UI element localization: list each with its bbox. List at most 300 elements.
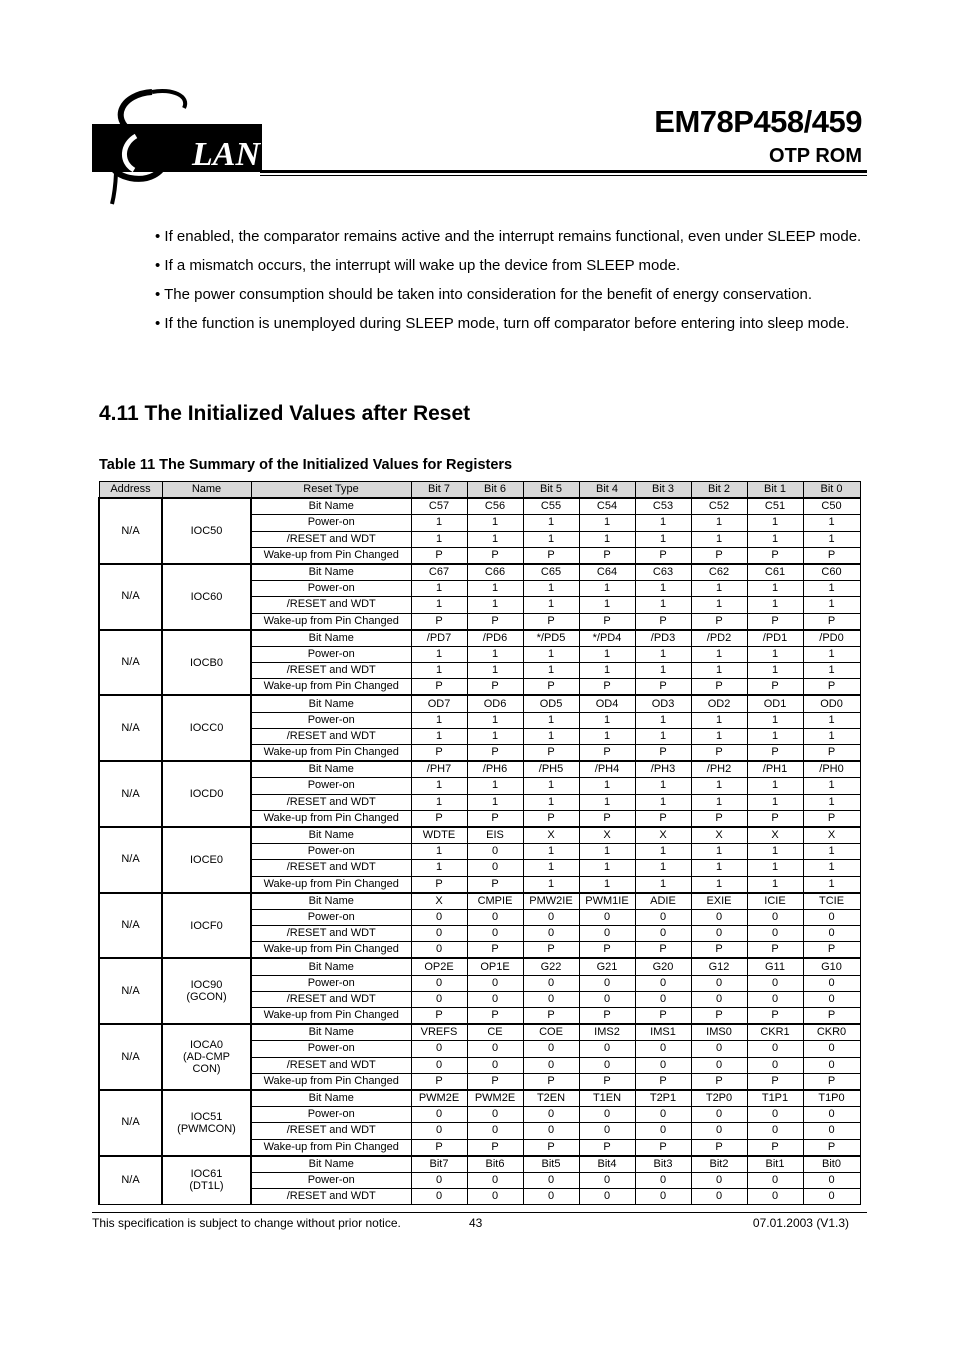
bit-value-cell: P bbox=[523, 1139, 579, 1156]
bit-value-cell: X bbox=[691, 827, 747, 844]
bit-value-cell: 1 bbox=[523, 712, 579, 728]
bit-value-cell: PWM1IE bbox=[579, 893, 635, 910]
bit-value-cell: OD6 bbox=[467, 695, 523, 712]
bit-value-cell: P bbox=[747, 745, 803, 762]
bit-value-cell: P bbox=[467, 547, 523, 564]
bit-value-cell: P bbox=[691, 745, 747, 762]
bit-value-cell: 0 bbox=[579, 1172, 635, 1188]
bit-value-cell: P bbox=[691, 1139, 747, 1156]
bit-value-cell: 1 bbox=[747, 597, 803, 613]
bit-value-cell: 1 bbox=[411, 712, 467, 728]
table-row bbox=[99, 1090, 860, 1107]
bit-value-cell: P bbox=[803, 1008, 860, 1025]
reset-type-cell: /RESET and WDT bbox=[251, 860, 411, 876]
bit-value-cell: OD4 bbox=[579, 695, 635, 712]
bit-value-cell: P bbox=[411, 1139, 467, 1156]
address-cell: N/A bbox=[99, 498, 162, 564]
bit-value-cell: OP2E bbox=[411, 958, 467, 975]
bit-value-cell: 1 bbox=[691, 515, 747, 531]
reset-type-cell: /RESET and WDT bbox=[251, 1123, 411, 1139]
bit-value-cell: VREFS bbox=[411, 1024, 467, 1041]
bit-value-cell: 1 bbox=[579, 794, 635, 810]
register-name-cell: IOCF0 bbox=[162, 893, 251, 959]
bit-value-cell: 0 bbox=[691, 1057, 747, 1073]
bullet-item: • The power consumption should be taken into consideration for the benefit of energy conservation. bbox=[155, 286, 813, 303]
page-number: 43 bbox=[469, 1216, 483, 1230]
bit-value-cell: 1 bbox=[635, 597, 691, 613]
bit-value-cell: 0 bbox=[467, 926, 523, 942]
bit-value-cell: /PD6 bbox=[467, 630, 523, 647]
address-cell: N/A bbox=[99, 893, 162, 959]
bit-value-cell: 1 bbox=[579, 876, 635, 893]
bit-value-cell: 0 bbox=[579, 926, 635, 942]
bit-value-cell: 0 bbox=[691, 1172, 747, 1188]
bit-value-cell: 1 bbox=[523, 663, 579, 679]
bit-value-cell: Bit1 bbox=[747, 1156, 803, 1173]
bit-value-cell: P bbox=[691, 547, 747, 564]
header-bit0: Bit 0 bbox=[803, 482, 860, 499]
reset-type-cell: Bit Name bbox=[251, 893, 411, 910]
reset-type-cell: Power-on bbox=[251, 1041, 411, 1057]
bit-value-cell: P bbox=[523, 679, 579, 696]
bit-value-cell: 0 bbox=[635, 1189, 691, 1205]
bit-value-cell: OD3 bbox=[635, 695, 691, 712]
bit-value-cell: 1 bbox=[411, 860, 467, 876]
reset-type-cell: Wake-up from Pin Changed bbox=[251, 810, 411, 827]
reset-type-cell: Bit Name bbox=[251, 1024, 411, 1041]
header-bit4: Bit 4 bbox=[579, 482, 635, 499]
reset-type-cell: Power-on bbox=[251, 581, 411, 597]
bit-value-cell: /PH5 bbox=[523, 761, 579, 778]
bit-value-cell: 1 bbox=[467, 663, 523, 679]
reset-type-cell: Bit Name bbox=[251, 958, 411, 975]
bit-value-cell: P bbox=[635, 1073, 691, 1090]
bit-value-cell: PMW2IE bbox=[523, 893, 579, 910]
bit-value-cell: P bbox=[467, 810, 523, 827]
bit-value-cell: P bbox=[803, 942, 860, 959]
register-group bbox=[99, 893, 860, 959]
bit-value-cell: 0 bbox=[523, 926, 579, 942]
address-cell: N/A bbox=[99, 1024, 162, 1090]
register-name-cell: IOCA0 (AD-CMP CON) bbox=[162, 1024, 251, 1090]
bit-value-cell: P bbox=[747, 679, 803, 696]
bullet-list bbox=[155, 222, 863, 338]
bit-value-cell: 0 bbox=[523, 1107, 579, 1123]
bit-value-cell: 1 bbox=[467, 515, 523, 531]
bit-value-cell: Bit6 bbox=[467, 1156, 523, 1173]
bit-value-cell: 1 bbox=[579, 860, 635, 876]
bit-value-cell: 1 bbox=[523, 844, 579, 860]
bit-value-cell: C67 bbox=[411, 564, 467, 581]
bit-value-cell: 0 bbox=[803, 926, 860, 942]
bit-value-cell: /PD7 bbox=[411, 630, 467, 647]
bit-value-cell: P bbox=[523, 810, 579, 827]
bit-value-cell: CKR1 bbox=[747, 1024, 803, 1041]
bit-value-cell: 1 bbox=[411, 646, 467, 662]
bit-value-cell: P bbox=[635, 942, 691, 959]
register-name-cell: IOC50 bbox=[162, 498, 251, 564]
bit-value-cell: 0 bbox=[691, 1041, 747, 1057]
reset-type-cell: Wake-up from Pin Changed bbox=[251, 745, 411, 762]
bit-value-cell: 1 bbox=[635, 844, 691, 860]
reset-type-cell: Power-on bbox=[251, 712, 411, 728]
bit-value-cell: 0 bbox=[411, 926, 467, 942]
bit-value-cell: 1 bbox=[635, 728, 691, 744]
bit-value-cell: X bbox=[635, 827, 691, 844]
bit-value-cell: P bbox=[635, 810, 691, 827]
bit-value-cell: 0 bbox=[467, 1107, 523, 1123]
bit-value-cell: 1 bbox=[691, 581, 747, 597]
bit-value-cell: 0 bbox=[523, 991, 579, 1007]
bit-value-cell: 1 bbox=[803, 515, 860, 531]
bit-value-cell: G11 bbox=[747, 958, 803, 975]
bit-value-cell: C50 bbox=[803, 498, 860, 515]
bit-value-cell: /PH6 bbox=[467, 761, 523, 778]
bit-value-cell: 1 bbox=[411, 778, 467, 794]
bit-value-cell: 0 bbox=[411, 975, 467, 991]
bit-value-cell: 1 bbox=[579, 844, 635, 860]
bit-value-cell: 1 bbox=[635, 876, 691, 893]
bit-value-cell: C66 bbox=[467, 564, 523, 581]
bit-value-cell: 0 bbox=[803, 1172, 860, 1188]
bit-value-cell: 0 bbox=[411, 1189, 467, 1205]
bit-value-cell: 0 bbox=[635, 926, 691, 942]
bit-value-cell: T2P1 bbox=[635, 1090, 691, 1107]
bit-value-cell: 0 bbox=[411, 1172, 467, 1188]
bit-value-cell: 1 bbox=[691, 860, 747, 876]
bit-value-cell: 1 bbox=[803, 597, 860, 613]
bit-value-cell: 1 bbox=[411, 515, 467, 531]
bit-value-cell: 0 bbox=[803, 991, 860, 1007]
bit-value-cell: P bbox=[579, 745, 635, 762]
bit-value-cell: 1 bbox=[467, 531, 523, 547]
register-group bbox=[99, 630, 860, 696]
bit-value-cell: 1 bbox=[691, 844, 747, 860]
bit-value-cell: 1 bbox=[747, 531, 803, 547]
bit-value-cell: 0 bbox=[747, 1123, 803, 1139]
bit-value-cell: /PH2 bbox=[691, 761, 747, 778]
bit-value-cell: X bbox=[523, 827, 579, 844]
bit-value-cell: P bbox=[747, 1073, 803, 1090]
bit-value-cell: CE bbox=[467, 1024, 523, 1041]
bit-value-cell: P bbox=[691, 1008, 747, 1025]
footer-rule bbox=[92, 1212, 867, 1213]
bit-value-cell: 1 bbox=[523, 728, 579, 744]
bit-value-cell: Bit4 bbox=[579, 1156, 635, 1173]
reset-type-cell: Power-on bbox=[251, 844, 411, 860]
bit-value-cell: 1 bbox=[803, 876, 860, 893]
bit-value-cell: 1 bbox=[579, 531, 635, 547]
bit-value-cell: 0 bbox=[635, 991, 691, 1007]
bit-value-cell: /PH7 bbox=[411, 761, 467, 778]
bit-value-cell: 0 bbox=[691, 1189, 747, 1205]
reset-type-cell: Power-on bbox=[251, 646, 411, 662]
bit-value-cell: 1 bbox=[411, 663, 467, 679]
register-group bbox=[99, 1024, 860, 1090]
bit-value-cell: G12 bbox=[691, 958, 747, 975]
bit-value-cell: 1 bbox=[747, 876, 803, 893]
reset-type-cell: /RESET and WDT bbox=[251, 531, 411, 547]
table-row bbox=[99, 761, 860, 778]
bit-value-cell: /PH4 bbox=[579, 761, 635, 778]
bit-value-cell: C53 bbox=[635, 498, 691, 515]
header-bit5: Bit 5 bbox=[523, 482, 579, 499]
bit-value-cell: 1 bbox=[523, 597, 579, 613]
bit-value-cell: COE bbox=[523, 1024, 579, 1041]
bit-value-cell: 1 bbox=[635, 646, 691, 662]
bit-value-cell: 1 bbox=[579, 515, 635, 531]
bit-value-cell: X bbox=[747, 827, 803, 844]
bullet-item: • If the function is unemployed during SLEEP mode, turn off comparator before entering into sleep mode. bbox=[155, 315, 850, 332]
bit-value-cell: /PD2 bbox=[691, 630, 747, 647]
bit-value-cell: P bbox=[467, 942, 523, 959]
bullet-item: • If a mismatch occurs, the interrupt will wake up the device from SLEEP mode. bbox=[155, 257, 681, 274]
bit-value-cell: 1 bbox=[747, 712, 803, 728]
register-name-cell: IOC60 bbox=[162, 564, 251, 630]
bit-value-cell: 1 bbox=[523, 531, 579, 547]
reset-type-cell: /RESET and WDT bbox=[251, 991, 411, 1007]
bit-value-cell: P bbox=[747, 942, 803, 959]
bit-value-cell: 0 bbox=[691, 1107, 747, 1123]
header-rule-thin bbox=[260, 175, 867, 176]
bit-value-cell: EXIE bbox=[691, 893, 747, 910]
bit-value-cell: 0 bbox=[579, 1041, 635, 1057]
bit-value-cell: P bbox=[579, 810, 635, 827]
bit-value-cell: 0 bbox=[467, 1172, 523, 1188]
bit-value-cell: 0 bbox=[523, 975, 579, 991]
bit-value-cell: 0 bbox=[411, 991, 467, 1007]
bit-value-cell: 1 bbox=[579, 581, 635, 597]
document-subtitle: OTP ROM bbox=[769, 145, 862, 167]
bit-value-cell: 0 bbox=[467, 1041, 523, 1057]
bit-value-cell: CKR0 bbox=[803, 1024, 860, 1041]
bit-value-cell: Bit2 bbox=[691, 1156, 747, 1173]
bit-value-cell: C52 bbox=[691, 498, 747, 515]
bit-value-cell: P bbox=[579, 1008, 635, 1025]
bit-value-cell: 1 bbox=[579, 778, 635, 794]
bit-value-cell: 1 bbox=[411, 531, 467, 547]
register-group bbox=[99, 498, 860, 564]
bit-value-cell: 1 bbox=[523, 860, 579, 876]
bit-value-cell: P bbox=[523, 547, 579, 564]
bit-value-cell: P bbox=[579, 547, 635, 564]
bit-value-cell: 1 bbox=[635, 712, 691, 728]
address-cell: N/A bbox=[99, 564, 162, 630]
bit-value-cell: /PH3 bbox=[635, 761, 691, 778]
register-group bbox=[99, 761, 860, 827]
bit-value-cell: 1 bbox=[579, 663, 635, 679]
bit-value-cell: 0 bbox=[747, 909, 803, 925]
register-group bbox=[99, 1090, 860, 1156]
bit-value-cell: P bbox=[411, 613, 467, 630]
section-heading: 4.11 The Initialized Values after Reset bbox=[99, 402, 471, 425]
register-name-cell: IOC61 (DT1L) bbox=[162, 1156, 251, 1205]
bit-value-cell: 1 bbox=[467, 712, 523, 728]
bit-value-cell: 0 bbox=[635, 1172, 691, 1188]
bit-value-cell: P bbox=[803, 1073, 860, 1090]
bit-value-cell: 0 bbox=[579, 1107, 635, 1123]
bit-value-cell: 0 bbox=[579, 1057, 635, 1073]
register-group bbox=[99, 695, 860, 761]
bit-value-cell: 0 bbox=[523, 909, 579, 925]
bit-value-cell: G20 bbox=[635, 958, 691, 975]
bit-value-cell: 1 bbox=[467, 778, 523, 794]
reset-type-cell: Power-on bbox=[251, 909, 411, 925]
bit-value-cell: /PD0 bbox=[803, 630, 860, 647]
bit-value-cell: /PD1 bbox=[747, 630, 803, 647]
bit-value-cell: P bbox=[747, 810, 803, 827]
bit-value-cell: Bit7 bbox=[411, 1156, 467, 1173]
bit-value-cell: 0 bbox=[803, 1041, 860, 1057]
bit-value-cell: 0 bbox=[635, 975, 691, 991]
reset-type-cell: Wake-up from Pin Changed bbox=[251, 547, 411, 564]
register-group bbox=[99, 1156, 860, 1205]
reset-type-cell: /RESET and WDT bbox=[251, 728, 411, 744]
bit-value-cell: 1 bbox=[523, 778, 579, 794]
table-caption: Table 11 The Summary of the Initialized Values for Registers bbox=[99, 457, 513, 473]
reset-type-cell: /RESET and WDT bbox=[251, 794, 411, 810]
bit-value-cell: G10 bbox=[803, 958, 860, 975]
reset-type-cell: Power-on bbox=[251, 778, 411, 794]
bit-value-cell: P bbox=[411, 1073, 467, 1090]
bit-value-cell: T2P0 bbox=[691, 1090, 747, 1107]
register-group bbox=[99, 564, 860, 630]
bit-value-cell: C55 bbox=[523, 498, 579, 515]
bit-value-cell: 1 bbox=[747, 844, 803, 860]
bit-value-cell: P bbox=[523, 1073, 579, 1090]
bit-value-cell: 0 bbox=[411, 1041, 467, 1057]
bit-value-cell: 1 bbox=[411, 581, 467, 597]
header-address: Address bbox=[99, 482, 162, 499]
footer-notice: This specification is subject to change without prior notice. bbox=[92, 1216, 401, 1230]
svg-text:LAN: LAN bbox=[192, 136, 260, 173]
bit-value-cell: /PH1 bbox=[747, 761, 803, 778]
reset-type-cell: Bit Name bbox=[251, 827, 411, 844]
bit-value-cell: 1 bbox=[523, 515, 579, 531]
bit-value-cell: 1 bbox=[803, 778, 860, 794]
bit-value-cell: 0 bbox=[467, 1057, 523, 1073]
bit-value-cell: 1 bbox=[747, 860, 803, 876]
bit-value-cell: 1 bbox=[691, 876, 747, 893]
bit-value-cell: 1 bbox=[635, 860, 691, 876]
register-name-cell: IOCE0 bbox=[162, 827, 251, 893]
document-title: EM78P458/459 bbox=[654, 104, 862, 139]
footer-date: 07.01.2003 (V1.3) bbox=[752, 1216, 849, 1230]
register-name-cell: IOC90 (GCON) bbox=[162, 958, 251, 1024]
bit-value-cell: C54 bbox=[579, 498, 635, 515]
address-cell: N/A bbox=[99, 761, 162, 827]
reset-type-cell: Bit Name bbox=[251, 1090, 411, 1107]
bit-value-cell: P bbox=[635, 745, 691, 762]
bit-value-cell: P bbox=[747, 613, 803, 630]
bit-value-cell: 0 bbox=[467, 909, 523, 925]
header-rule bbox=[260, 170, 867, 173]
register-group bbox=[99, 827, 860, 893]
bit-value-cell: 1 bbox=[635, 778, 691, 794]
bit-value-cell: 1 bbox=[691, 663, 747, 679]
bit-value-cell: 0 bbox=[747, 991, 803, 1007]
reset-type-cell: Wake-up from Pin Changed bbox=[251, 679, 411, 696]
bit-value-cell: IMS1 bbox=[635, 1024, 691, 1041]
bit-value-cell: P bbox=[411, 810, 467, 827]
bit-value-cell: 0 bbox=[635, 909, 691, 925]
reset-type-cell: /RESET and WDT bbox=[251, 1189, 411, 1205]
bit-value-cell: P bbox=[579, 613, 635, 630]
bit-value-cell: 0 bbox=[691, 1123, 747, 1139]
bit-value-cell: 0 bbox=[579, 1123, 635, 1139]
bit-value-cell: P bbox=[411, 745, 467, 762]
bit-value-cell: OD2 bbox=[691, 695, 747, 712]
bit-value-cell: 0 bbox=[579, 991, 635, 1007]
bit-value-cell: 0 bbox=[523, 1057, 579, 1073]
bit-value-cell: C56 bbox=[467, 498, 523, 515]
table-row bbox=[99, 564, 860, 581]
bit-value-cell: T1EN bbox=[579, 1090, 635, 1107]
header-bit2: Bit 2 bbox=[691, 482, 747, 499]
bit-value-cell: 1 bbox=[691, 794, 747, 810]
bit-value-cell: 1 bbox=[803, 728, 860, 744]
bit-value-cell: C61 bbox=[747, 564, 803, 581]
bit-value-cell: P bbox=[691, 613, 747, 630]
bit-value-cell: 1 bbox=[523, 646, 579, 662]
bit-value-cell: PWM2E bbox=[467, 1090, 523, 1107]
bit-value-cell: X bbox=[579, 827, 635, 844]
bit-value-cell: OP1E bbox=[467, 958, 523, 975]
bit-value-cell: P bbox=[467, 679, 523, 696]
bit-value-cell: 0 bbox=[579, 975, 635, 991]
bit-value-cell: 0 bbox=[467, 975, 523, 991]
bit-value-cell: 1 bbox=[803, 646, 860, 662]
bit-value-cell: */PD5 bbox=[523, 630, 579, 647]
header-bit7: Bit 7 bbox=[411, 482, 467, 499]
bit-value-cell: 0 bbox=[803, 1123, 860, 1139]
bit-value-cell: 1 bbox=[411, 728, 467, 744]
bit-value-cell: P bbox=[411, 876, 467, 893]
bit-value-cell: P bbox=[635, 679, 691, 696]
bit-value-cell: 0 bbox=[747, 926, 803, 942]
reset-type-cell: Bit Name bbox=[251, 1156, 411, 1173]
bit-value-cell: OD5 bbox=[523, 695, 579, 712]
address-cell: N/A bbox=[99, 827, 162, 893]
bit-value-cell: 0 bbox=[523, 1123, 579, 1139]
bit-value-cell: P bbox=[803, 547, 860, 564]
bit-value-cell: 1 bbox=[803, 794, 860, 810]
bit-value-cell: 0 bbox=[467, 1189, 523, 1205]
bit-value-cell: 0 bbox=[523, 1189, 579, 1205]
bit-value-cell: 0 bbox=[635, 1041, 691, 1057]
bit-value-cell: P bbox=[523, 1008, 579, 1025]
bit-value-cell: P bbox=[579, 1139, 635, 1156]
reset-type-cell: Power-on bbox=[251, 975, 411, 991]
bit-value-cell: IMS0 bbox=[691, 1024, 747, 1041]
bit-value-cell: 1 bbox=[747, 794, 803, 810]
reset-type-cell: Wake-up from Pin Changed bbox=[251, 876, 411, 893]
table-row bbox=[99, 1024, 860, 1041]
table-header-row bbox=[99, 482, 860, 499]
bit-value-cell: P bbox=[691, 679, 747, 696]
elan-logo bbox=[92, 88, 267, 210]
reset-type-cell: /RESET and WDT bbox=[251, 926, 411, 942]
reset-type-cell: Wake-up from Pin Changed bbox=[251, 1139, 411, 1156]
register-table bbox=[98, 481, 861, 1205]
bit-value-cell: 1 bbox=[411, 844, 467, 860]
reset-type-cell: Wake-up from Pin Changed bbox=[251, 942, 411, 959]
address-cell: N/A bbox=[99, 1156, 162, 1205]
bit-value-cell: 1 bbox=[523, 581, 579, 597]
bit-value-cell: OD0 bbox=[803, 695, 860, 712]
reset-type-cell: Bit Name bbox=[251, 564, 411, 581]
bit-value-cell: 0 bbox=[523, 1041, 579, 1057]
